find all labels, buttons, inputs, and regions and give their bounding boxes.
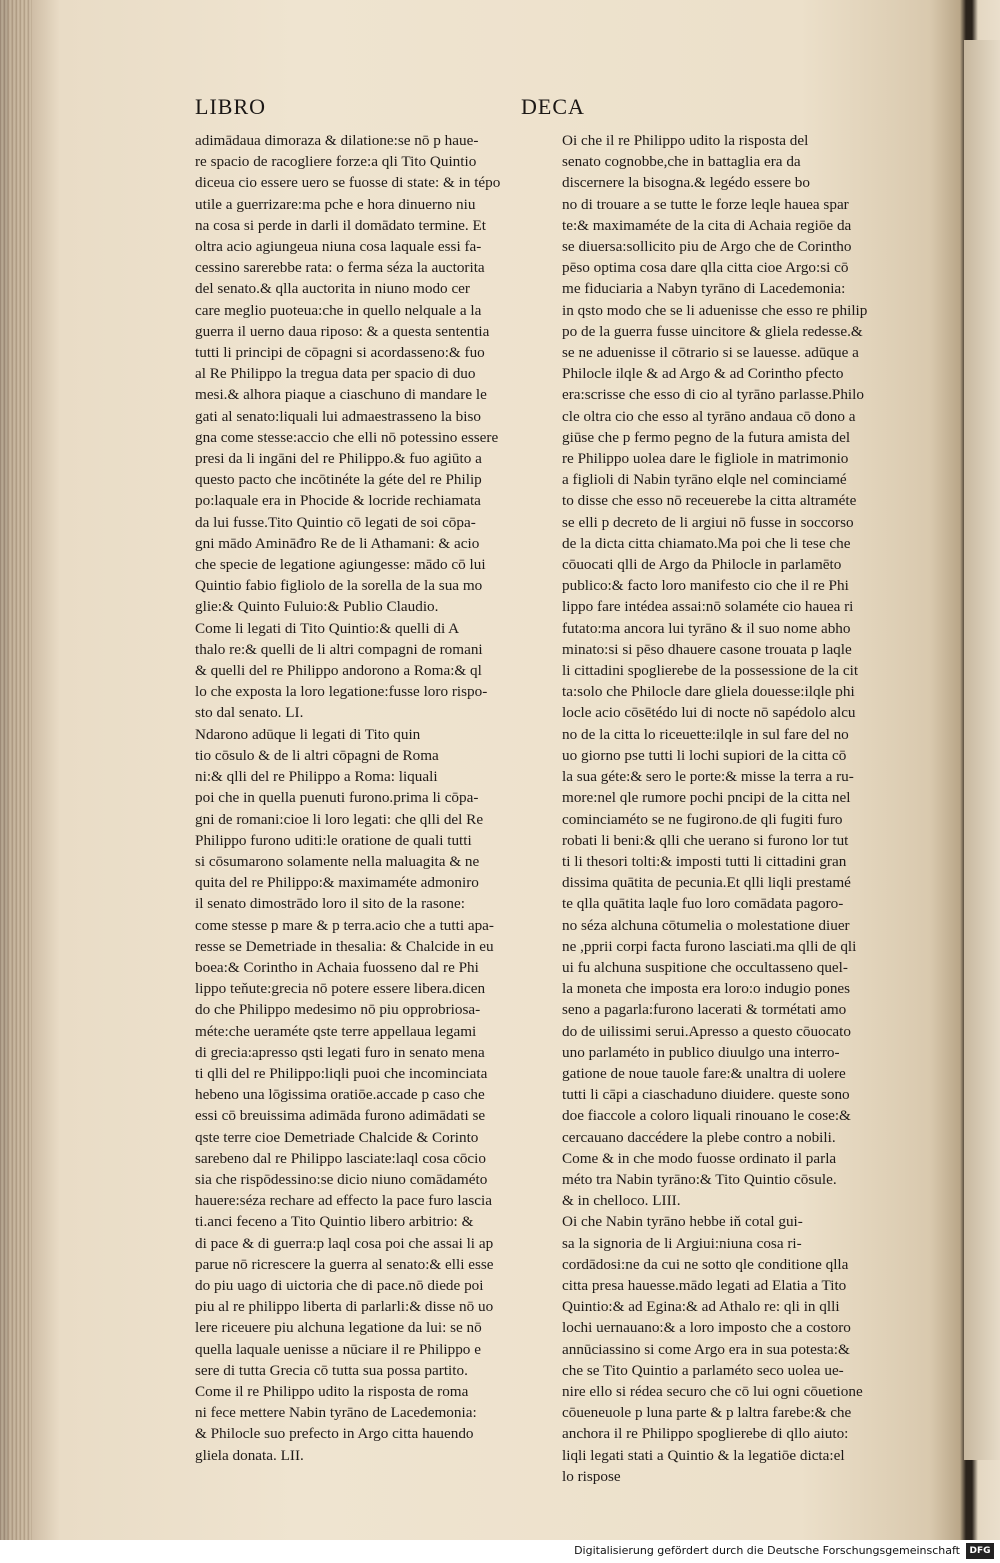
text-line: sto dal senato. LI. bbox=[195, 704, 304, 722]
text-line: Come li legati di Tito Quintio:& quelli di A bbox=[195, 619, 460, 637]
text-line: essi cō breuissima adimāda furono adimādati se bbox=[195, 1107, 486, 1125]
text-line: re spacio de racogliere forze:a qli Tito Quintio bbox=[195, 153, 477, 171]
text-line: do piu uago di uictoria che di pace.nō diede poi bbox=[195, 1276, 484, 1294]
text-line: cordādosi:ne da cui ne sotto qle conditione qlla bbox=[562, 1255, 849, 1273]
text-line: ne ,pprii corpi facta furono lasciati.ma qlli de qli bbox=[562, 937, 857, 955]
text-line: lo rispose bbox=[562, 1467, 621, 1485]
left-text-column bbox=[195, 130, 540, 1466]
text-line: lo che exposta la loro legatione:fusse loro rispo- bbox=[195, 683, 488, 701]
text-line: boea:& Corintho in Achaia fuosseno dal re Phi bbox=[195, 958, 479, 976]
text-line: questo pacto che incōtinéte la géte del re Philip bbox=[195, 471, 482, 489]
text-line: de la dicta citta chiamato.Ma poi che li tese che bbox=[562, 534, 851, 552]
text-line: Come il re Philippo udito la risposta de roma bbox=[195, 1382, 469, 1400]
text-line: giūse che p fermo pegno de la futura amista del bbox=[562, 428, 851, 446]
text-line: hauere:séza rechare ad effecto la pace furo lascia bbox=[195, 1192, 492, 1210]
text-line: uno parlaméto in publico diuulgo una interro- bbox=[562, 1043, 840, 1061]
text-line: cōueneuole p luna parte & p laltra farebe:& che bbox=[562, 1404, 852, 1422]
text-line: tutti li principi de cōpagni si acordasseno:& fuo bbox=[195, 344, 485, 362]
text-line: se diuersa:sollicito piu de Argo che de Corintho bbox=[562, 238, 852, 256]
text-line: oltra acio agiungeua niuna cosa laquale essi fa- bbox=[195, 238, 482, 256]
text-line: Oi che il re Philippo udito la risposta del bbox=[562, 132, 809, 149]
text-line: Philippo furono uditi:le oratione de quali tutti bbox=[195, 831, 472, 849]
text-line: pēso optima cosa dare qlla citta cioe Argo:si cō bbox=[562, 259, 849, 277]
text-line: era:scrisse che esso di cio al tyrāno parlasse.Philo bbox=[562, 386, 864, 404]
text-line: piu al re philippo liberta di parlarli:& disse nō uo bbox=[195, 1298, 494, 1316]
text-line: gni de romani:cioe li loro legati: che qlli del Re bbox=[195, 810, 484, 828]
text-line: hebeno una lōgissima oratiōe.accade p caso che bbox=[195, 1086, 485, 1104]
text-line: Philocle ilqle & ad Argo & ad Corintho pfecto bbox=[562, 365, 844, 383]
right-text-column bbox=[562, 130, 907, 1487]
text-line: parue nō ricrescere la guerra al senato:& elli esse bbox=[195, 1255, 494, 1273]
text-line: gliela donata. LII. bbox=[195, 1446, 304, 1464]
text-line: méte:che ueraméte qste terre appellaua legami bbox=[195, 1022, 477, 1040]
text-line: citta presa hauesse.mādo legati ad Elatia a Tito bbox=[562, 1276, 847, 1294]
text-line: to disse che esso nō receuerebe la citta altraméte bbox=[562, 492, 857, 510]
text-line: do che Philippo medesimo nō piu opprobriosa- bbox=[195, 1001, 481, 1019]
text-line: se elli p decreto de li argiui nō fusse in soccorso bbox=[562, 513, 854, 531]
text-line: gati al senato:liquali lui admaestrasseno la biso bbox=[195, 407, 481, 425]
text-line: na cosa si perde in darli il domādato termine. Et bbox=[195, 216, 487, 234]
text-line: re Philippo uolea dare le figliole in matrimonio bbox=[562, 450, 849, 468]
text-line: seno a pagarla:furono lacerati & tormétati amo bbox=[562, 1001, 847, 1019]
text-line: anchora il re Philippo spoglierebe di qllo aiuto: bbox=[562, 1425, 849, 1443]
text-line: il senato dimostrādo loro il sito de la rasone: bbox=[195, 895, 465, 913]
text-line: po:laquale era in Phocide & locride rechiamata bbox=[195, 492, 481, 510]
text-line: li cittadini spoglierebe de la possessione de la cit bbox=[562, 662, 859, 680]
text-line: minato:si si pēso dhauere casone trouata p laqle bbox=[562, 640, 852, 658]
text-line: lere riceuere piu alchuna legatione da lui: se nō bbox=[195, 1319, 482, 1337]
text-line: al Re Philippo la tregua data per spacio di duo bbox=[195, 365, 476, 383]
dfg-logo: DFG bbox=[966, 1543, 994, 1559]
text-line: gni mādo Amināđro Re de li Athamani: & acio bbox=[195, 534, 480, 552]
text-line: sa la signoria de li Argiui:niuna cosa ri- bbox=[562, 1234, 802, 1252]
header-deca: DECA bbox=[521, 94, 585, 119]
text-line: robati li beni:& qlli che uerano si furono lor tut bbox=[562, 831, 849, 849]
text-line: gna come stesse:accio che elli nō potessino essere bbox=[195, 428, 499, 446]
text-line: ni:& qlli del re Philippo a Roma: liquali bbox=[195, 768, 438, 786]
text-line: Quintio fabio figliolo de la sorella de la sua mo bbox=[195, 577, 483, 595]
text-line: Ndarono adūque li legati di Tito quin bbox=[195, 725, 421, 743]
text-line: del senato.& qlla auctorita in niuno modo cer bbox=[195, 280, 470, 298]
text-line: quella laquale uenisse a nūciare il re Philippo e bbox=[195, 1340, 481, 1358]
text-line: diceua cio essere uero se fuosse di state: & in tépo bbox=[195, 174, 501, 192]
text-line: guerra il uerno daua riposo: & a questa sententia bbox=[195, 322, 490, 340]
text-line: adimādaua dimoraza & dilatione:se nō p haue- bbox=[195, 132, 479, 149]
text-line: annūciassino si come Argo era in sua potesta:& bbox=[562, 1340, 850, 1358]
text-line: ta:solo che Philocle dare gliela douesse:ilqle phi bbox=[562, 683, 855, 701]
text-line: quita del re Philippo:& maximaméte admoniro bbox=[195, 874, 479, 892]
text-line: ni fece mettere Nabin tyrāno de Lacedemonia: bbox=[195, 1404, 477, 1422]
text-line: cōuocati qlli de Argo da Philocle in parlamēto bbox=[562, 556, 842, 574]
text-line: dissima quātita de pecunia.Et qlli liqli prestamé bbox=[562, 874, 851, 892]
header-libro: LIBRO bbox=[195, 94, 266, 119]
text-line: sia che rispōdessino:se dicio niuno comādaméto bbox=[195, 1170, 488, 1188]
text-line: come stesse p mare & p terra.acio che a tutti apa- bbox=[195, 916, 494, 934]
text-line: lippo teňute:grecia nō potere essere libera.dicen bbox=[195, 980, 486, 998]
text-line: doe fiaccole a coloro liquali rinouano le cose:& bbox=[562, 1107, 851, 1125]
adjacent-page-edge bbox=[964, 40, 1000, 1460]
text-line: more:nel qle rumore pochi pncipi de la citta nel bbox=[562, 789, 851, 807]
text-line: méto tra Nabin tyrāno:& Tito Quintio cōsule. bbox=[562, 1170, 837, 1188]
text-line: te:& maximaméte de la cita di Achaia regiōe da bbox=[562, 216, 852, 234]
footer-credit: Digitalisierung gefördert durch die Deutsche Forschungsgemeinschaft bbox=[574, 1544, 960, 1557]
text-line: care meglio puoteua:che in quello nelquale a la bbox=[195, 301, 482, 319]
text-line: cominciaméto se ne fugirono.de qli fugiti furo bbox=[562, 810, 843, 828]
text-line: locle acio cōsētédo lui di nocte nō sapédolo alcu bbox=[562, 704, 856, 722]
text-line: ti qlli del re Philippo:liqli puoi che incominciata bbox=[195, 1064, 488, 1082]
text-line: di grecia:apresso qsti legati furo in senato mena bbox=[195, 1043, 485, 1061]
text-line: te qlla quātita laqle fuo loro comādata pagoro- bbox=[562, 895, 844, 913]
text-line: la sua géte:& sero le porte:& misse la terra a ru- bbox=[562, 768, 854, 786]
text-line: thalo re:& quelli de li altri compagni de romani bbox=[195, 640, 483, 658]
text-line: publico:& facto loro manifesto cio che il re Phi bbox=[562, 577, 849, 595]
text-line: no séza alchuna cōtumelia o molestatione diuer bbox=[562, 916, 850, 934]
text-line: di pace & di guerra:p laql cosa poi che assai li ap bbox=[195, 1234, 494, 1252]
text-line: uo giorno pse tutti li lochi supiori de la citta cō bbox=[562, 746, 847, 764]
text-line: poi che in quella puenuti furono.prima li cōpa- bbox=[195, 789, 479, 807]
text-line: la moneta che imposta era loro:o indugio pones bbox=[562, 980, 851, 998]
text-line: cessino sarerebbe rata: o ferma séza la auctorita bbox=[195, 259, 485, 277]
text-line: & quelli del re Philippo andorono a Roma:& ql bbox=[195, 662, 482, 680]
text-line: & Philocle suo prefecto in Argo citta hauendo bbox=[195, 1425, 474, 1443]
text-line: presi da li ingāni del re Philippo.& fuo agiūto a bbox=[195, 450, 482, 468]
text-line: mesi.& alhora piaque a ciaschuno di mandare le bbox=[195, 386, 487, 404]
text-line: ui fu alchuna suspitione che occultasseno quel- bbox=[562, 958, 848, 976]
text-line: cercauano daccédere la plebe contro a nobili. bbox=[562, 1128, 836, 1146]
text-line: discernere la bisogna.& legédo essere bo bbox=[562, 174, 810, 192]
text-line: Oi che Nabin tyrāno hebbe iň cotal gui- bbox=[562, 1213, 803, 1231]
text-line: me fiduciaria a Nabyn tyrāno di Lacedemonia: bbox=[562, 280, 846, 298]
text-line: futato:ma ancora lui tyrāno & il suo nome abho bbox=[562, 619, 851, 637]
text-line: sere di tutta Grecia cō tutta sua possa partito. bbox=[195, 1361, 468, 1379]
page-edges bbox=[0, 0, 32, 1540]
text-line: glie:& Quinto Fuluio:& Publio Claudio. bbox=[195, 598, 439, 616]
text-line: lochi uernauano:& a loro imposto che a costoro bbox=[562, 1319, 851, 1337]
text-line: & in chelloco. LIII. bbox=[562, 1192, 681, 1210]
text-line: liqli legati stati a Quintio & la legatiōe dicta:el bbox=[562, 1446, 845, 1464]
text-line: Quintio:& ad Egina:& ad Athalo re: qli in qlli bbox=[562, 1298, 840, 1316]
text-line: Come & in che modo fuosse ordinato il parla bbox=[562, 1149, 837, 1167]
text-line: gatione de noue tauole fare:& unaltra di uolere bbox=[562, 1064, 846, 1082]
text-line: in qsto modo che se li aduenisse che esso re philip bbox=[562, 301, 868, 319]
text-line: se ne aduenisse il cōtrario si se lauesse. adūque a bbox=[562, 344, 859, 362]
text-line: a figlioli di Nabin tyrāno elqle nel cominciamé bbox=[562, 471, 847, 489]
text-line: ti li thesori tolti:& imposti tutti li cittadini gran bbox=[562, 852, 847, 870]
text-line: cle oltra cio che esso al tyrāno andaua cō dono a bbox=[562, 407, 856, 425]
text-line: lippo fare intédea assai:nō solaméte cio hauea ri bbox=[562, 598, 854, 616]
text-line: tio cōsulo & de li altri cōpagni de Roma bbox=[195, 746, 439, 764]
text-line: sarebeno dal re Philippo lasciate:laql cosa cōcio bbox=[195, 1149, 486, 1167]
text-line: senato cognobbe,che in battaglia era da bbox=[562, 153, 801, 171]
text-line: si cōsumarono solamente nella maluagita & ne bbox=[195, 852, 480, 870]
text-line: no di trouare a se tutte le forze leqle hauea spar bbox=[562, 195, 849, 213]
text-line: utile a guerrizare:ma pche e hora dinuerno niu bbox=[195, 195, 476, 213]
text-line: qste terre cioe Demetriade Chalcide & Corinto bbox=[195, 1128, 479, 1146]
text-line: nire ello si rédea securo che cō lui ogni cōuetione bbox=[562, 1382, 863, 1400]
text-line: no de la citta lo riceuette:ilqle in sul fare del no bbox=[562, 725, 849, 743]
digitization-footer bbox=[0, 1540, 1000, 1563]
text-line: tutti li cāpi a ciaschaduno diuidere. queste sono bbox=[562, 1086, 850, 1104]
text-line: po de la guerra fusse uincitore & gliela redesse.& bbox=[562, 322, 863, 340]
text-line: che specie de legatione agiungesse: mādo cō lui bbox=[195, 556, 486, 574]
text-line: do de uilissimi serui.Apresso a questo cōuocato bbox=[562, 1022, 851, 1040]
text-line: ti.anci feceno a Tito Quintio libero arbitrio: & bbox=[195, 1213, 474, 1231]
text-line: resse se Demetriade in thesalia: & Chalcide in eu bbox=[195, 937, 494, 955]
text-line: da lui fusse.Tito Quintio cō legati de soi cōpa- bbox=[195, 513, 476, 531]
text-line: che se Tito Quintio a parlaméto seco uolea ue- bbox=[562, 1361, 844, 1379]
